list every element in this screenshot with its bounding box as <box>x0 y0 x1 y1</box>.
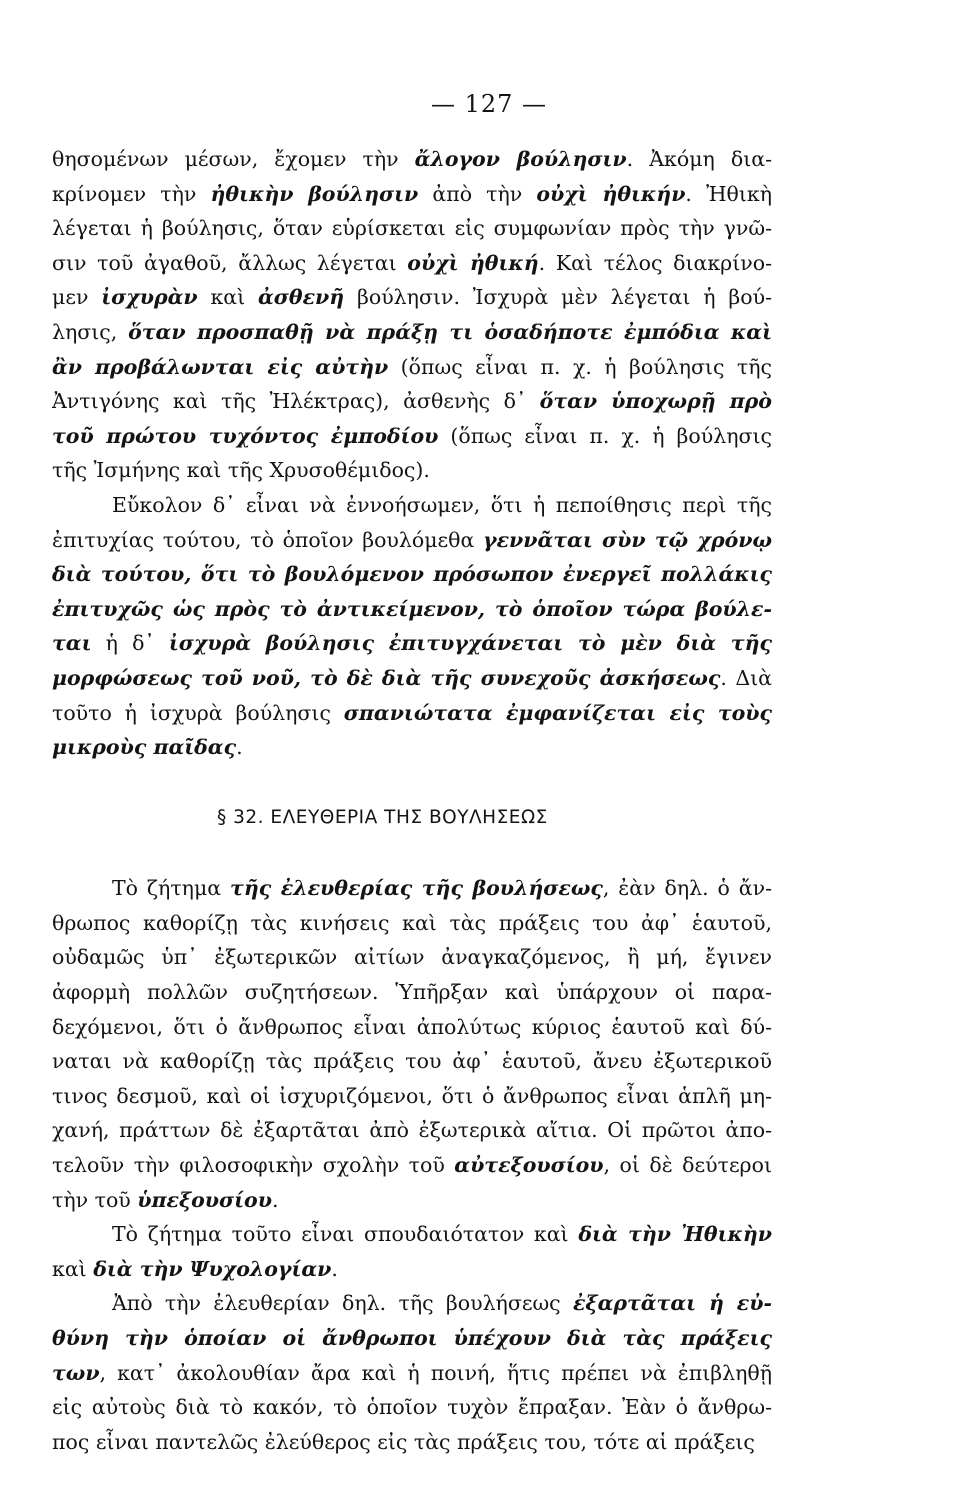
text-line <box>52 1079 772 1114</box>
text-run: Ἀντιγόνης καὶ τῆς Ἠλέκτρας), ἀσθενὴς δ᾽ <box>52 389 540 414</box>
text-run: σιν τοῦ ἀγαθοῦ, ἄλλως λέγεται <box>52 250 408 275</box>
paragraph <box>52 1217 772 1286</box>
text-run: . Καὶ τέλος διακρίνο- <box>538 250 772 275</box>
text-run: ἀπὸ τὴν <box>418 181 537 206</box>
text-line <box>52 523 772 558</box>
text-run: τῆς Ἰσμήνης καὶ τῆς Χρυσοθέμιδος). <box>52 458 430 483</box>
text-run: . Διὰ <box>720 665 773 690</box>
text-line <box>52 626 772 661</box>
text-run: λέγεται ἡ βούλησις, ὅταν εὑρίσκεται εἰς συμφωνίαν πρὸς τὴν γνῶ- <box>52 216 772 241</box>
text-line <box>52 1183 772 1218</box>
text-line <box>52 142 772 177</box>
text-line <box>52 1044 772 1079</box>
emphasis-run: των <box>52 1360 100 1385</box>
text-run: ἡ δ᾽ <box>91 631 169 656</box>
text-run: ἐπιτυχίας τούτου, τὸ ὁποῖον βουλόμεθα <box>52 527 484 552</box>
paragraph <box>52 1286 772 1459</box>
text-run: ἀφορμὴ πολλῶν συζητήσεων. Ὑπῆρξαν καὶ ὑπάρχουν οἱ παρα- <box>52 980 772 1005</box>
text-run: πος εἶναι παντελῶς ἐλεύθερος εἰς τὰς πράξεις του, τότε αἱ πράξεις <box>52 1429 755 1454</box>
text-line <box>52 696 772 731</box>
emphasis-run: ἰσχυρὰ βούλησις ἐπιτυγχάνεται τὸ μὲν διὰ τῆς <box>168 631 772 656</box>
emphasis-run: τῆς ἐλευθερίας τῆς βουλήσεως <box>230 876 603 901</box>
text-line <box>52 350 772 385</box>
text-line <box>52 1113 772 1148</box>
text-run: μεν <box>52 285 102 310</box>
text-run: τελοῦν τὴν φιλοσοφικὴν σχολὴν τοῦ <box>52 1153 455 1178</box>
spacer <box>52 765 772 801</box>
spacer <box>52 835 772 871</box>
text-line <box>52 315 772 350</box>
text-run: θησομένων μέσων, ἔχομεν τὴν <box>52 147 415 171</box>
emphasis-run: ἠθικὴν βούλησιν <box>210 181 419 206</box>
text-line <box>52 1425 772 1460</box>
emphasis-run: ἐξαρτᾶται ἡ εὐ- <box>572 1291 772 1316</box>
emphasis-run: οὐχὶ ἠθική <box>407 250 539 275</box>
text-run: , οἱ δὲ δεύτεροι <box>603 1153 772 1178</box>
emphasis-run: ἐπιτυχῶς ὡς πρὸς τὸ ἀντικείμενον, τὸ ὁποῖον τώρα βούλε- <box>52 596 772 621</box>
emphasis-run: σπανιώτατα ἐμφανίζεται εἰς τοὺς <box>343 700 772 725</box>
emphasis-run: μικροὺς παῖδας <box>52 735 237 760</box>
text-run: οὐδαμῶς ὑπ᾽ ἐξωτερικῶν αἰτίων ἀναγκαζόμενος, ἢ μή, ἔγινεν <box>52 945 772 970</box>
text-run: (ὅπως εἶναι π. χ. ἡ βούλησις τῆς <box>388 354 772 379</box>
text-run: βούλησιν. Ἰσχυρὰ μὲν λέγεται ἡ βού- <box>344 285 772 310</box>
text-run: , κατ᾽ ἀκολουθίαν ἄρα καὶ ἡ ποινή, ἥτις πρέπει νὰ ἐπιβληθῇ <box>99 1360 772 1385</box>
text-line <box>52 211 772 246</box>
text-line <box>52 871 772 906</box>
text-line <box>52 453 772 488</box>
emphasis-run: ἀσθενῆ <box>258 285 345 310</box>
text-run: Εὔκολον δ᾽ εἶναι νὰ ἐννοήσωμεν, ὅτι ἡ πεποίθησις περὶ τῆς <box>112 492 772 517</box>
text-line <box>52 557 772 592</box>
text-run: δεχόμενοι, ὅτι ὁ ἄνθρωπος εἶναι ἀπολύτως κύριος ἑαυτοῦ καὶ δύ- <box>52 1014 772 1039</box>
emphasis-run: ἂν προβάλωνται εἰς αὐτὴν <box>52 354 389 379</box>
text-run: λησις, <box>52 319 129 344</box>
text-run: . <box>271 1187 279 1212</box>
text-line <box>52 1148 772 1183</box>
emphasis-run: γεννᾶται σὺν τῷ χρόνῳ <box>483 527 772 552</box>
text-line <box>52 1286 772 1321</box>
text-line <box>52 177 772 212</box>
text-run: Ἀπὸ τὴν ἐλευθερίαν δηλ. τῆς βουλήσεως <box>112 1291 573 1316</box>
paragraph <box>52 871 772 1217</box>
text-run: . Ἀκόμη δια- <box>626 147 773 171</box>
emphasis-run: διὰ τὴν Ἠθικὴν <box>578 1222 772 1247</box>
emphasis-run: διὰ τὴν Ψυχολογίαν <box>93 1256 332 1281</box>
paragraph <box>52 488 772 765</box>
text-line <box>52 1356 772 1391</box>
emphasis-run: οὐχὶ ἠθικήν <box>536 181 686 206</box>
text-line <box>52 1321 772 1356</box>
text-line <box>52 1390 772 1425</box>
text-run: . Ἠθικὴ <box>685 181 772 206</box>
text-run: ναται νὰ καθορίζῃ τὰς πράξεις του ἀφ᾽ ἑαυτοῦ, ἄνευ ἐξωτερικοῦ <box>52 1049 772 1074</box>
text-line <box>52 384 772 419</box>
text-line <box>52 592 772 627</box>
text-line <box>52 419 772 454</box>
emphasis-run: ὅταν προσπαθῇ νὰ πράξῃ τι ὁσαδήποτε ἐμπόδια καὶ <box>128 319 772 344</box>
emphasis-run: τοῦ πρώτου τυχόντος ἐμποδίου <box>52 423 439 448</box>
section-heading: § 32. ΕΛΕΥΘΕΡΙΑ ΤΗΣ ΒΟΥΛΗΣΕΩΣ <box>217 806 548 828</box>
text-run: . <box>331 1256 338 1281</box>
text-run: καὶ <box>52 1256 94 1281</box>
emphasis-run: μορφώσεως τοῦ νοῦ, τὸ δὲ διὰ τῆς συνεχοῦς ἀσκήσεως <box>52 665 721 690</box>
text-run: Τὸ ζήτημα <box>112 876 231 901</box>
text-line <box>52 280 772 315</box>
text-run: καὶ <box>197 285 259 310</box>
text-run: τὴν τοῦ <box>52 1187 138 1212</box>
emphasis-run: ὑπεξουσίου <box>137 1187 272 1212</box>
text-line <box>52 488 772 523</box>
text-line <box>52 661 772 696</box>
text-line <box>52 246 772 281</box>
emphasis-run: ἄλογον βούλησιν <box>414 147 627 171</box>
text-run: , ἐὰν δηλ. ὁ ἄν- <box>602 876 773 901</box>
text-line <box>52 940 772 975</box>
text-line <box>52 1010 772 1045</box>
text-run: χανή, πράττων δὲ ἐξαρτᾶται ἀπὸ ἐξωτερικὰ αἴτια. Οἱ πρῶτοι ἀπο- <box>52 1118 772 1143</box>
emphasis-run: ἰσχυρὰν <box>101 285 198 310</box>
text-run: . <box>236 735 243 760</box>
text-run: (ὅπως εἶναι π. χ. ἡ βούλησις <box>438 423 773 448</box>
text-run: κρίνομεν τὴν <box>52 181 211 206</box>
emphasis-run: ται <box>52 631 92 656</box>
text-line <box>52 1217 772 1252</box>
text-line <box>52 730 772 765</box>
emphasis-run: θύνη τὴν ὁποίαν οἱ ἄνθρωποι ὑπέχουν διὰ τὰς πράξεις <box>52 1326 772 1350</box>
emphasis-run: αὐτεξουσίου <box>454 1153 604 1178</box>
paragraph <box>52 142 772 488</box>
emphasis-run: διὰ τούτου, ὅτι τὸ βουλόμενον πρόσωπον ἐνεργεῖ πολλάκις <box>52 562 772 587</box>
text-run: τοῦτο ἡ ἰσχυρὰ βούλησις <box>52 700 344 725</box>
text-run: θρωπος καθορίζῃ τὰς κινήσεις καὶ τὰς πράξεις του ἀφ᾽ ἑαυτοῦ, <box>52 910 772 935</box>
text-run: Τὸ ζήτημα τοῦτο εἶναι σπουδαιότατον καὶ <box>112 1222 579 1247</box>
text-line <box>52 1252 772 1287</box>
page-number: — 127 — <box>430 90 548 118</box>
text-run: εἰς αὐτοὺς διὰ τὸ κακόν, τὸ ὁποῖον τυχὸν ἔπραξαν. Ἐὰν ὁ ἄνθρω- <box>52 1395 772 1420</box>
text-run: τινος δεσμοῦ, καὶ οἱ ἰσχυριζόμενοι, ὅτι ὁ ἄνθρωπος εἶναι ἁπλῆ μη- <box>52 1083 772 1108</box>
text-line <box>52 906 772 941</box>
body-text <box>52 142 772 1459</box>
text-line <box>52 975 772 1010</box>
emphasis-run: ὅταν ὑποχωρῇ πρὸ <box>539 389 772 414</box>
